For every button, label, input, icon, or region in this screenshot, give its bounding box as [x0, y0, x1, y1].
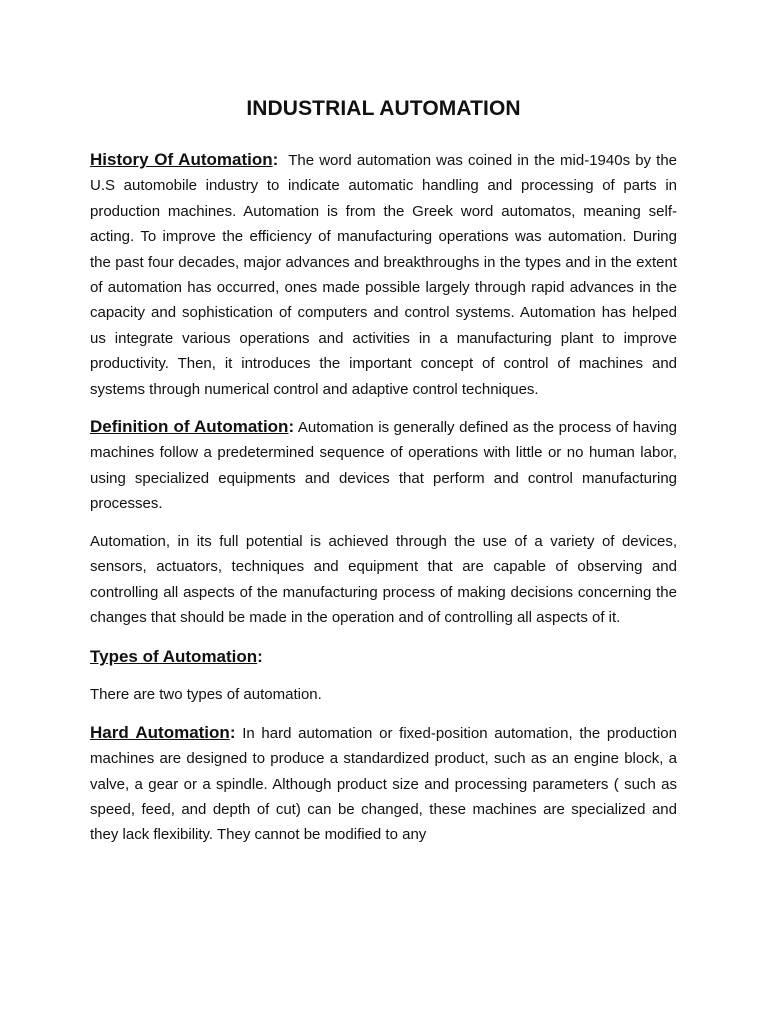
- hard-automation-text: In hard automation or fixed-position automation, the production machines are designed to produce a standardized product, such as an engine block, a valve, a gear or a spindle. Although product size and processing parameters ( such as speed, feed, and depth of cut) can be changed, these machines are specialized and they lack flexibility. They cannot be modified to any: [90, 724, 677, 844]
- definition-text: Automation is generally defined as the process of having machines follow a predetermined sequence of operations with little or no human labor, using specialized equipments and devices that perform and control manufacturing processes.: [90, 419, 678, 513]
- history-heading: History Of Automation: [90, 150, 273, 169]
- hard-automation-heading: Hard Automation: [90, 722, 230, 742]
- types-intro: There are two types of automation.: [90, 686, 322, 704]
- history-heading-colon: :: [272, 150, 279, 169]
- document-page: [90, 95, 677, 848]
- types-heading-row: [90, 644, 677, 670]
- hard-automation-heading-colon: :: [229, 722, 236, 742]
- history-text: The word automation was coined in the mid-1940s by the U.S automobile industry to indicate automatic handling and processing of parts in production machines. Automation is from the Greek word automatos, meaning self-acting. To improve the efficiency of manufacturing operations was automation. During the past four decades, major advances and breakthroughs in the types and in the extent of automation has occurred, ones made possible largely through rapid advances in the capacity and sophistication of computers and control systems. Automation has helped us integrate various operations and activities in a manufacturing plant to improve productivity. Then, it introduces the important concept of control of machines and systems through numerical control and adaptive control techniques.: [90, 152, 677, 398]
- definition-heading-colon: :: [288, 417, 295, 437]
- types-heading-colon: :: [257, 647, 263, 667]
- potential-paragraph: Automation, in its full potential is achieved through the use of a variety of devices, sensors, actuators, techniques and equipment that are capable of observing and controlling all aspects of the manufacturing process of making decisions concerning the changes that should be made in the operation and of controlling all aspects of it.: [90, 532, 677, 626]
- types-heading: Types of Automation: [90, 647, 258, 667]
- hard-automation-paragraph: [90, 720, 677, 848]
- definition-paragraph: [90, 414, 677, 517]
- document-title: INDUSTRIAL AUTOMATION: [246, 97, 521, 120]
- definition-heading: Definition of Automation: [90, 417, 289, 437]
- history-paragraph: [90, 147, 677, 402]
